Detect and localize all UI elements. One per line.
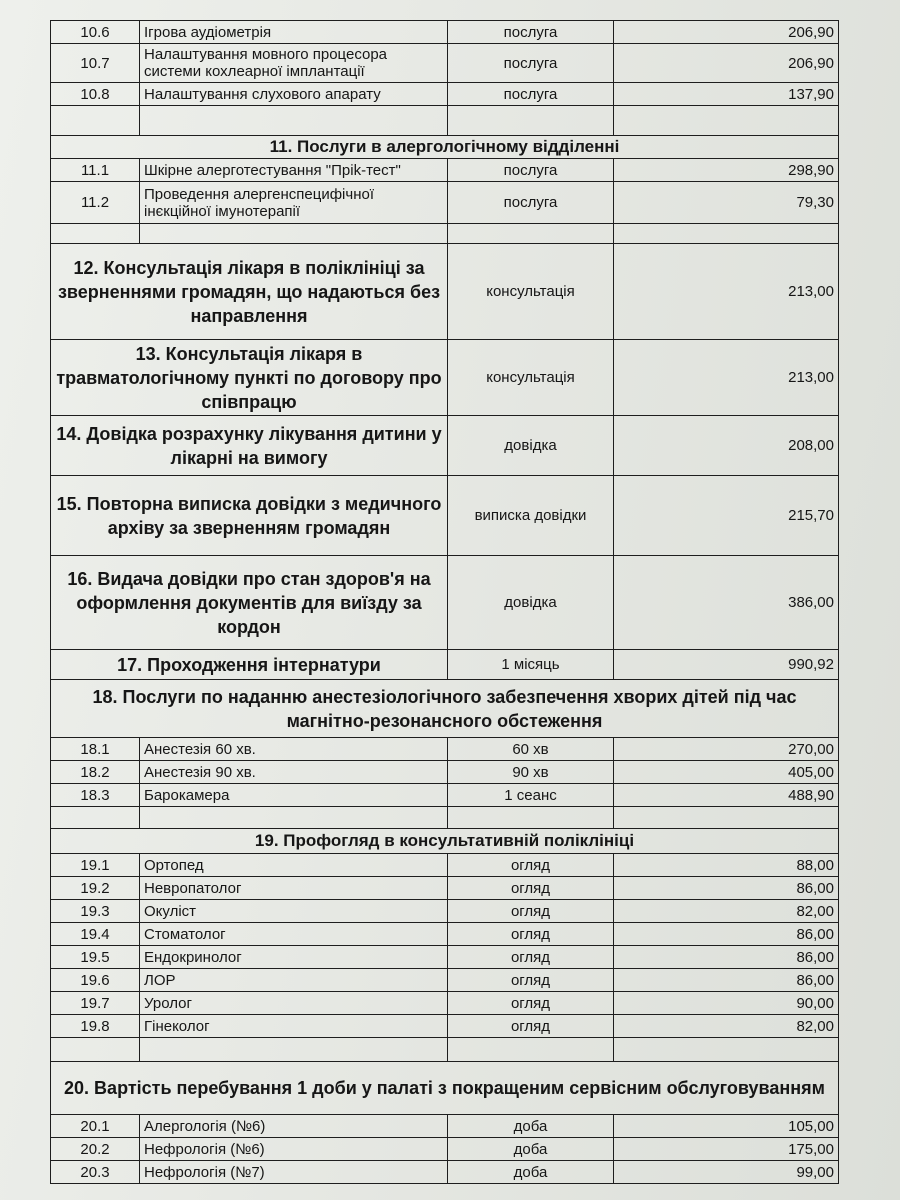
section-header bbox=[51, 1062, 839, 1115]
item-row bbox=[51, 650, 839, 680]
table-row bbox=[51, 1161, 839, 1184]
price: 88,00 bbox=[614, 854, 839, 877]
unit: довідка bbox=[448, 416, 614, 476]
unit: огляд bbox=[448, 992, 614, 1015]
table-row bbox=[51, 992, 839, 1015]
empty-row bbox=[51, 224, 839, 244]
item-row bbox=[51, 244, 839, 340]
service-name: Алергологія (№6) bbox=[140, 1115, 448, 1138]
unit: послуга bbox=[448, 83, 614, 106]
price: 270,00 bbox=[614, 738, 839, 761]
row-number: 18.2 bbox=[51, 761, 140, 784]
table-row bbox=[51, 83, 839, 106]
price: 82,00 bbox=[614, 900, 839, 923]
section-header bbox=[51, 680, 839, 738]
item-row bbox=[51, 556, 839, 650]
item-row bbox=[51, 476, 839, 556]
row-number: 19.6 bbox=[51, 969, 140, 992]
table-row bbox=[51, 900, 839, 923]
item-title: 14. Довідка розрахунку лікування дитини у лікарні на вимогу bbox=[51, 416, 448, 476]
row-number: 11.2 bbox=[51, 182, 140, 224]
unit: послуга bbox=[448, 44, 614, 83]
table-row bbox=[51, 1115, 839, 1138]
row-number: 10.8 bbox=[51, 83, 140, 106]
price: 298,90 bbox=[614, 159, 839, 182]
table-row bbox=[51, 21, 839, 44]
section-title: 19. Профогляд в консультативній поліклініці bbox=[51, 829, 839, 854]
price: 86,00 bbox=[614, 877, 839, 900]
unit: огляд bbox=[448, 854, 614, 877]
service-name: ЛОР bbox=[140, 969, 448, 992]
price: 208,00 bbox=[614, 416, 839, 476]
price: 99,00 bbox=[614, 1161, 839, 1184]
empty-row bbox=[51, 106, 839, 136]
unit: доба bbox=[448, 1138, 614, 1161]
unit: послуга bbox=[448, 159, 614, 182]
section-title: 20. Вартість перебування 1 доби у палаті з покращеним сервісним обслуговуванням bbox=[51, 1062, 839, 1115]
table-row bbox=[51, 1138, 839, 1161]
row-number: 19.8 bbox=[51, 1015, 140, 1038]
row-number: 19.4 bbox=[51, 923, 140, 946]
table-row bbox=[51, 969, 839, 992]
unit: огляд bbox=[448, 1015, 614, 1038]
item-title: 15. Повторна виписка довідки з медичного архіву за зверненням громадян bbox=[51, 476, 448, 556]
unit: огляд bbox=[448, 900, 614, 923]
price-table bbox=[50, 20, 839, 1184]
service-name: Ігрова аудіометрія bbox=[140, 21, 448, 44]
row-number: 20.1 bbox=[51, 1115, 140, 1138]
row-number: 19.5 bbox=[51, 946, 140, 969]
service-name: Налаштування слухового апарату bbox=[140, 83, 448, 106]
row-number: 10.6 bbox=[51, 21, 140, 44]
item-row bbox=[51, 340, 839, 416]
price: 990,92 bbox=[614, 650, 839, 680]
item-title: 12. Консультація лікаря в поліклініці за зверненнями громадян, що надаються без направлення bbox=[51, 244, 448, 340]
unit: доба bbox=[448, 1161, 614, 1184]
unit: огляд bbox=[448, 923, 614, 946]
row-number: 19.2 bbox=[51, 877, 140, 900]
price: 206,90 bbox=[614, 21, 839, 44]
service-name: Гінеколог bbox=[140, 1015, 448, 1038]
unit: 60 хв bbox=[448, 738, 614, 761]
item-row bbox=[51, 416, 839, 476]
service-name: Барокамера bbox=[140, 784, 448, 807]
table-row bbox=[51, 854, 839, 877]
price: 137,90 bbox=[614, 83, 839, 106]
table-row bbox=[51, 877, 839, 900]
item-title: 17. Проходження інтернатури bbox=[51, 650, 448, 680]
table-row bbox=[51, 738, 839, 761]
section-header bbox=[51, 136, 839, 159]
price: 86,00 bbox=[614, 969, 839, 992]
row-number: 19.3 bbox=[51, 900, 140, 923]
table-row bbox=[51, 784, 839, 807]
price: 405,00 bbox=[614, 761, 839, 784]
row-number: 10.7 bbox=[51, 44, 140, 83]
service-name: Анестезія 90 хв. bbox=[140, 761, 448, 784]
table-row bbox=[51, 1015, 839, 1038]
unit: огляд bbox=[448, 877, 614, 900]
row-number: 19.7 bbox=[51, 992, 140, 1015]
price: 79,30 bbox=[614, 182, 839, 224]
service-name: Стоматолог bbox=[140, 923, 448, 946]
table-row bbox=[51, 182, 839, 224]
table-row bbox=[51, 946, 839, 969]
row-number: 18.3 bbox=[51, 784, 140, 807]
unit: 90 хв bbox=[448, 761, 614, 784]
unit: доба bbox=[448, 1115, 614, 1138]
row-number: 20.3 bbox=[51, 1161, 140, 1184]
service-name: Невропатолог bbox=[140, 877, 448, 900]
unit: послуга bbox=[448, 182, 614, 224]
item-title: 13. Консультація лікаря в травматологічному пункті по договору про співпрацю bbox=[51, 340, 448, 416]
item-title: 16. Видача довідки про стан здоров'я на оформлення документів для виїзду за кордон bbox=[51, 556, 448, 650]
unit: огляд bbox=[448, 946, 614, 969]
table-row bbox=[51, 761, 839, 784]
service-name: Ендокринолог bbox=[140, 946, 448, 969]
price: 90,00 bbox=[614, 992, 839, 1015]
unit: 1 місяць bbox=[448, 650, 614, 680]
service-name: Окуліст bbox=[140, 900, 448, 923]
section-header bbox=[51, 829, 839, 854]
section-title: 11. Послуги в алергологічному відділенні bbox=[51, 136, 839, 159]
row-number: 11.1 bbox=[51, 159, 140, 182]
unit: довідка bbox=[448, 556, 614, 650]
price: 86,00 bbox=[614, 946, 839, 969]
row-number: 19.1 bbox=[51, 854, 140, 877]
table-row bbox=[51, 923, 839, 946]
unit: консультація bbox=[448, 340, 614, 416]
price: 206,90 bbox=[614, 44, 839, 83]
row-number: 20.2 bbox=[51, 1138, 140, 1161]
empty-row bbox=[51, 1038, 839, 1062]
row-number: 18.1 bbox=[51, 738, 140, 761]
price: 105,00 bbox=[614, 1115, 839, 1138]
unit: послуга bbox=[448, 21, 614, 44]
service-name: Шкірне алерготестування "Пріk-тест" bbox=[140, 159, 448, 182]
table-row bbox=[51, 159, 839, 182]
price: 386,00 bbox=[614, 556, 839, 650]
unit: 1 сеанс bbox=[448, 784, 614, 807]
service-name: Проведення алергенспецифічної інєкційної імунотерапії bbox=[140, 182, 448, 224]
section-title: 18. Послуги по наданню анестезіологічного забезпечення хворих дітей під час магнітно-резонансного обстеження bbox=[51, 680, 839, 738]
empty-row bbox=[51, 807, 839, 829]
price: 82,00 bbox=[614, 1015, 839, 1038]
unit: консультація bbox=[448, 244, 614, 340]
service-name: Уролог bbox=[140, 992, 448, 1015]
price: 215,70 bbox=[614, 476, 839, 556]
service-name: Нефрологія (№6) bbox=[140, 1138, 448, 1161]
service-name: Нефрологія (№7) bbox=[140, 1161, 448, 1184]
unit: виписка довідки bbox=[448, 476, 614, 556]
service-name: Анестезія 60 хв. bbox=[140, 738, 448, 761]
price: 213,00 bbox=[614, 244, 839, 340]
price: 86,00 bbox=[614, 923, 839, 946]
price: 175,00 bbox=[614, 1138, 839, 1161]
table-row bbox=[51, 44, 839, 83]
service-name: Ортопед bbox=[140, 854, 448, 877]
price: 213,00 bbox=[614, 340, 839, 416]
service-name: Налаштування мовного процесора системи кохлеарної імплантації bbox=[140, 44, 448, 83]
unit: огляд bbox=[448, 969, 614, 992]
price: 488,90 bbox=[614, 784, 839, 807]
